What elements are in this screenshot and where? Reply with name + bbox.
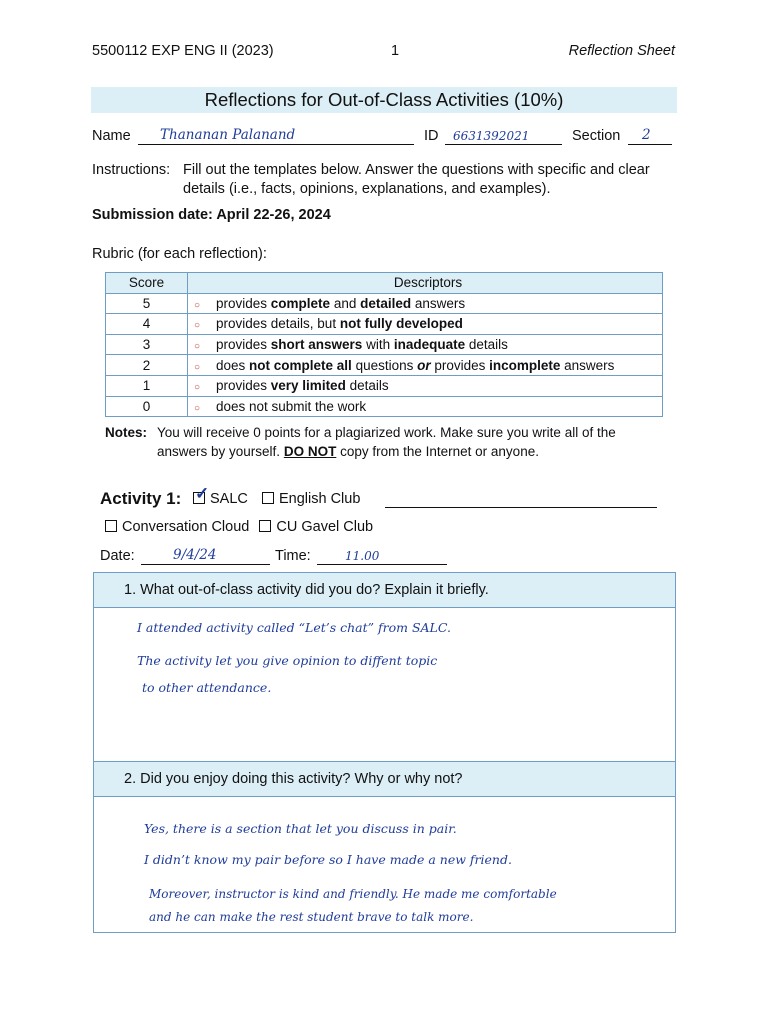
submission-date: Submission date: April 22-26, 2024 [92,207,331,223]
rubric-title: Rubric (for each reflection): [92,246,267,262]
descriptor-text: complete [270,295,331,311]
descriptor-text: not fully developed [339,316,463,332]
circle-bullet-icon: ○ [194,361,201,373]
rubric-table [105,272,663,417]
checkbox-checked-icon[interactable] [193,484,210,504]
rubric-score: 0 [106,396,188,417]
document-type: Reflection Sheet [568,43,675,59]
descriptor-text: inadequate [393,337,466,353]
rubric-descriptor [188,375,663,396]
descriptor-text: provides [430,357,490,373]
rubric-descriptor [188,314,663,335]
rubric-descriptor [188,293,663,314]
rubric-row [106,334,663,355]
rubric-row [106,396,663,417]
notes-text-after: copy from the Internet or anyone. [340,444,539,459]
rubric-descriptor [188,355,663,376]
option-conversation-cloud[interactable] [105,519,249,535]
section-value: 2 [642,127,651,143]
answer-line: Yes, there is a section that let you discuss in pair. [144,821,457,836]
id-field[interactable] [445,126,562,145]
activity-selection-line-1 [100,484,660,512]
checkbox-icon[interactable] [259,520,271,532]
question-2-box [93,762,676,933]
notes-text [157,423,662,461]
option-salc-label: SALC [210,491,248,507]
question-1-text: 1. What out-of-class activity did you do? Explain it briefly. [94,573,675,608]
descriptor-text: very limited [270,378,346,394]
circle-bullet-icon: ○ [194,320,201,332]
answer-line: I didn’t know my pair before so I have made a new friend. [144,852,512,867]
option-conversation-cloud-label: Conversation Cloud [122,519,250,535]
score-header: Score [106,273,188,294]
instructions-text: Fill out the templates below. Answer the questions with specific and clear details (i.e., facts, opinions, explanations, and examples). [183,162,650,197]
descriptor-text: not complete all [249,357,352,373]
notes-label: Notes: [105,425,148,440]
descriptor-text: detailed [360,295,412,311]
question-1-box [93,572,676,762]
rubric-row [106,375,663,396]
rubric-descriptor [188,396,663,417]
course-code: 5500112 EXP ENG II (2023) [92,43,274,59]
descriptor-text: answers [560,357,615,373]
activity-selection-line-2 [105,519,373,535]
date-value: 9/4/24 [173,547,217,563]
date-field[interactable] [141,546,270,565]
descriptor-text: provides [216,337,271,353]
descriptor-text: does [216,357,250,373]
descriptor-text: details [345,378,389,394]
descriptor-text: does not submit the work [216,398,367,414]
answer-line: Moreover, instructor is kind and friendly. He made me comfortable [149,887,557,901]
circle-bullet-icon: ○ [194,341,201,353]
option-english-club-label: English Club [279,491,361,507]
descriptor-text: answers [411,295,466,311]
descriptor-text: incomplete [489,357,561,373]
descriptor-text: provides [216,378,271,394]
answer-line: The activity let you give opinion to diffent topic [137,653,438,668]
descriptor-text: questions [351,357,418,373]
time-label: Time: [275,548,311,564]
descriptor-text: provides details, but [216,316,340,332]
rubric-score: 5 [106,293,188,314]
id-value: 6631392021 [453,129,530,143]
checkbox-icon[interactable] [105,520,117,532]
option-cu-gavel-club-label: CU Gavel Club [276,519,374,535]
notes-emphasis: DO NOT [283,444,337,459]
descriptor-text: and [330,295,361,311]
descriptor-text: with [362,337,394,353]
option-cu-gavel-club[interactable] [259,519,373,535]
descriptor-text: or [417,357,431,373]
page-number: 1 [391,43,400,59]
date-label: Date: [100,548,135,564]
checkmark-icon: ✓ [195,484,210,503]
checkbox-icon[interactable] [262,492,274,504]
circle-bullet-icon: ○ [194,402,201,414]
name-field[interactable] [138,126,414,145]
answer-line: I attended activity called “Let’s chat” from SALC. [137,620,451,635]
circle-bullet-icon: ○ [194,299,201,311]
descriptor-text: details [465,337,508,353]
page-header [92,43,675,63]
date-time-row [100,546,660,568]
id-label: ID [424,128,439,144]
rubric-header-row [106,273,663,294]
instructions-label: Instructions: [92,162,171,178]
page-title: Reflections for Out-of-Class Activities (10%) [91,87,677,113]
rubric-row [106,293,663,314]
rubric-row [106,314,663,335]
descriptor-text: short answers [270,337,363,353]
name-label: Name [92,128,131,144]
rubric-score: 3 [106,334,188,355]
descriptors-header: Descriptors [188,273,663,294]
rubric-score: 1 [106,375,188,396]
answer-line: to other attendance. [142,680,272,695]
circle-bullet-icon: ○ [194,382,201,394]
rubric-body [106,293,663,417]
option-english-club[interactable] [262,491,360,507]
time-field[interactable] [317,546,447,565]
descriptor-text: provides [216,295,271,311]
answer-line: and he can make the rest student brave to talk more. [149,910,474,924]
section-field[interactable] [628,126,672,145]
notes-text-before: You will receive 0 points for a plagiarized work. Make sure you write all of the answers by yourself. [157,425,616,459]
rubric-score: 4 [106,314,188,335]
option-salc[interactable] [193,484,248,507]
rubric-descriptor [188,334,663,355]
other-activity-field[interactable] [385,489,657,508]
rubric-row [106,355,663,376]
name-value: Thananan Palanand [160,127,296,143]
rubric-score: 2 [106,355,188,376]
section-label: Section [572,128,621,144]
activity-label: Activity 1: [100,489,182,508]
question-2-text: 2. Did you enjoy doing this activity? Why or why not? [94,762,675,797]
student-info-row [92,126,677,148]
time-value: 11.00 [345,549,380,563]
